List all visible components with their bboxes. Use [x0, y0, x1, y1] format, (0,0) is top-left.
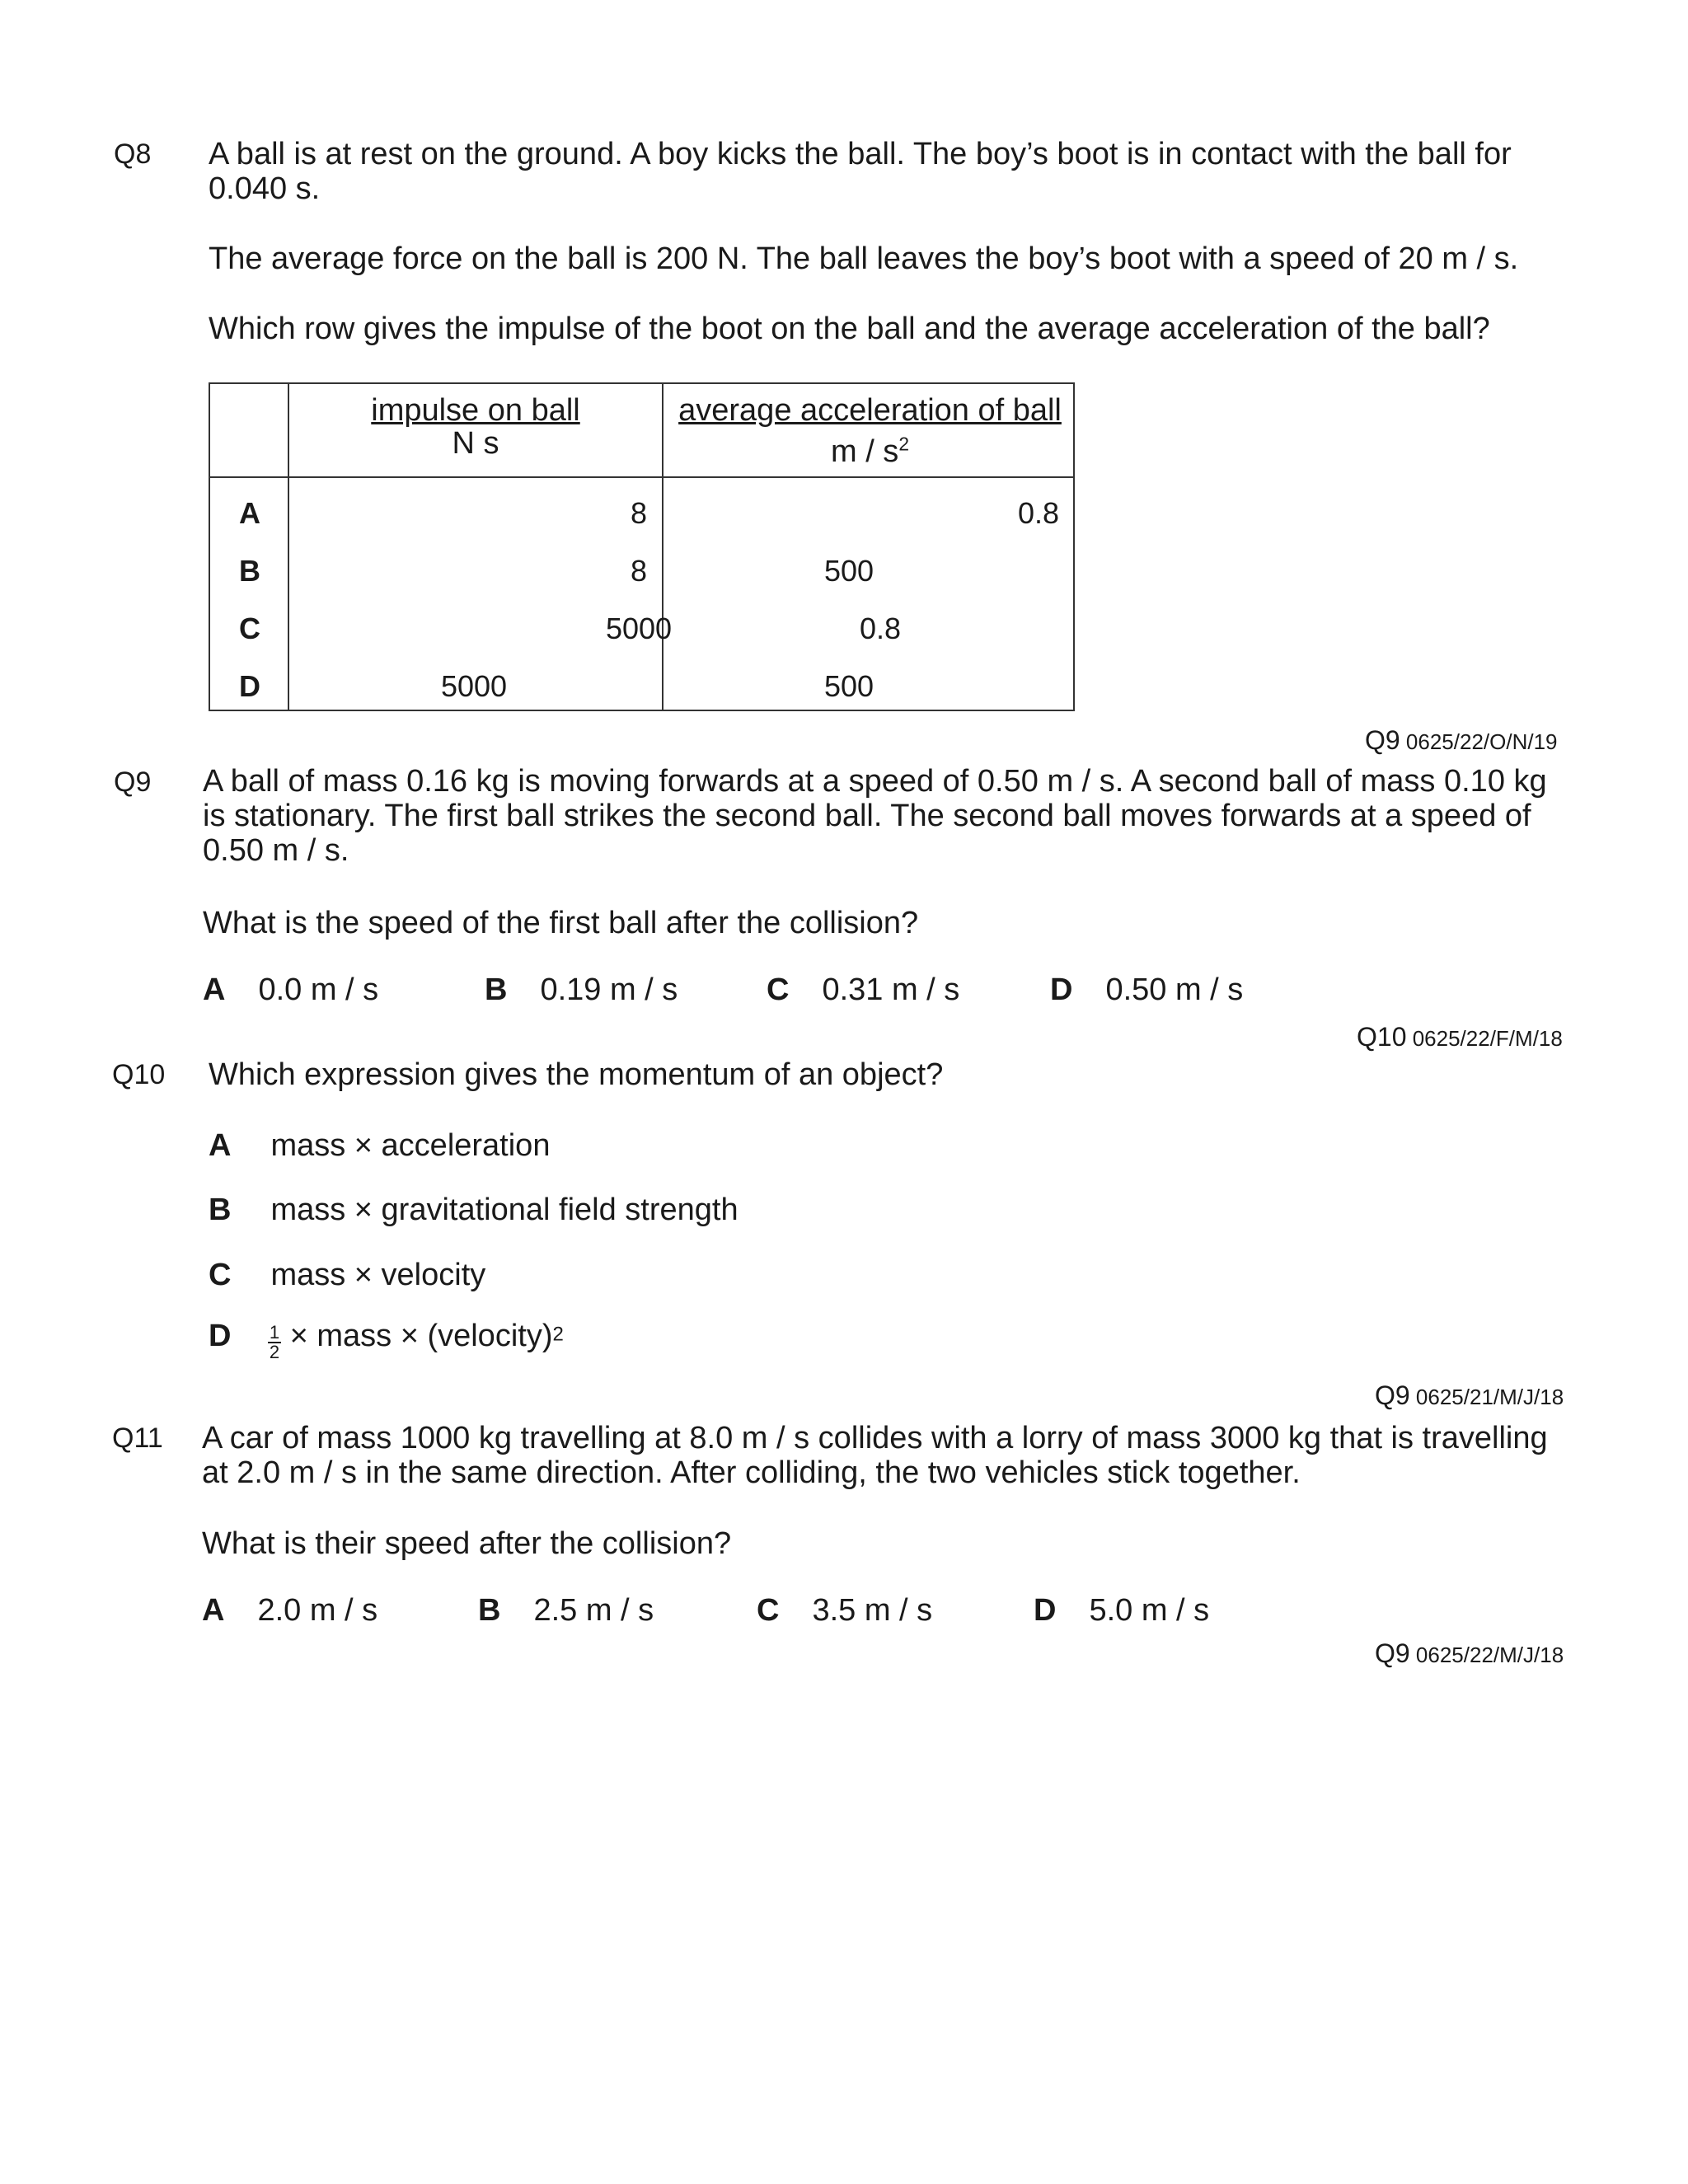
acceleration-header-label: average acceleration of ball	[678, 393, 1062, 428]
q10-number: Q10	[112, 1059, 166, 1090]
q8-text-line1: A ball is at rest on the ground. A boy kicks the ball. The boy’s boot is in contact with the ball for	[209, 137, 1512, 171]
q10-option-d: D $\frac{1}{2}$ × mass × (velocity)$^2$	[209, 1319, 564, 1362]
q9-number: Q9	[114, 766, 152, 798]
q9-option-a: A 0.0 m / s	[203, 972, 379, 1007]
table-cell-impulse: 5000	[440, 669, 508, 703]
q10-option-c: C mass × velocity	[209, 1258, 486, 1292]
q8-question: Which row gives the impulse of the boot on the ball and the average acceleration of the ball?	[209, 312, 1490, 346]
q10-source-reference: Q9 0625/21/M/J/18	[1375, 1380, 1564, 1410]
impulse-header-unit: N s	[452, 426, 499, 461]
q9-option-d: D 0.50 m / s	[1050, 972, 1244, 1007]
q10-option-b: B mass × gravitational field strength	[209, 1193, 738, 1227]
table-header-acceleration	[663, 394, 1076, 468]
table-row-letter: A	[239, 496, 260, 530]
impulse-header-label: impulse on ball	[371, 393, 580, 428]
q8-text-line2: 0.040 s.	[209, 171, 321, 206]
table-cell-impulse: 8	[630, 554, 648, 588]
table-cell-acceleration: 0.8	[860, 612, 902, 645]
table-row-letter: D	[239, 669, 260, 703]
q8-number: Q8	[114, 138, 152, 170]
q10-option-a: A mass × acceleration	[209, 1128, 551, 1163]
q8-source-reference: Q9 0625/22/O/N/19	[1365, 725, 1558, 755]
q11-option-d: D 5.0 m / s	[1034, 1593, 1210, 1628]
q9-text-line3: 0.50 m / s.	[203, 833, 349, 868]
q11-source-reference: Q9 0625/22/M/J/18	[1375, 1638, 1564, 1668]
q11-text-line1: A car of mass 1000 kg travelling at 8.0 m / s collides with a lorry of mass 3000 kg that is travelling	[202, 1421, 1548, 1455]
q8-text-line3: The average force on the ball is 200 N. The ball leaves the boy’s boot with a speed of 20 m / s.	[209, 241, 1519, 276]
table-cell-impulse: 8	[630, 496, 648, 530]
q10-question: Which expression gives the momentum of an object?	[209, 1057, 944, 1092]
half-fraction: $\frac{1}{2}$	[269, 1321, 280, 1362]
q9-text-line2: is stationary. The first ball strikes the second ball. The second ball moves forwards at a speed of	[203, 799, 1531, 833]
table-cell-acceleration: 500	[824, 669, 874, 703]
table-cell-impulse: 5000	[605, 612, 673, 645]
table-row-letter: C	[239, 612, 260, 645]
q11-option-c: C 3.5 m / s	[757, 1593, 933, 1628]
q9-source-reference: Q10 0625/22/F/M/18	[1357, 1022, 1563, 1052]
q11-option-a: A 2.0 m / s	[202, 1593, 378, 1628]
acceleration-header-unit: m / $s^2$	[830, 433, 909, 469]
q9-text-line1: A ball of mass 0.16 kg is moving forwards at a speed of 0.50 m / s. A second ball of mass 0.10 kg	[203, 764, 1547, 799]
table-row-letter: B	[239, 554, 260, 588]
q11-question: What is their speed after the collision?	[202, 1526, 732, 1561]
q9-option-b: B 0.19 m / s	[485, 972, 678, 1007]
q9-question: What is the speed of the first ball after the collision?	[203, 906, 919, 940]
table-cell-acceleration: 500	[824, 554, 874, 588]
q9-option-c: C 0.31 m / s	[767, 972, 960, 1007]
q11-text-line2: at 2.0 m / s in the same direction. After colliding, the two vehicles stick together.	[202, 1455, 1301, 1490]
q11-option-b: B 2.5 m / s	[478, 1593, 654, 1628]
q8-answer-table: impulse on ball N s average acceleration of ball m / $s^2$ A 8 0.8 B 8 500 C 5000 0.8 D 5000 500	[209, 382, 1075, 711]
table-header-impulse	[289, 394, 662, 460]
q11-number: Q11	[112, 1422, 163, 1454]
